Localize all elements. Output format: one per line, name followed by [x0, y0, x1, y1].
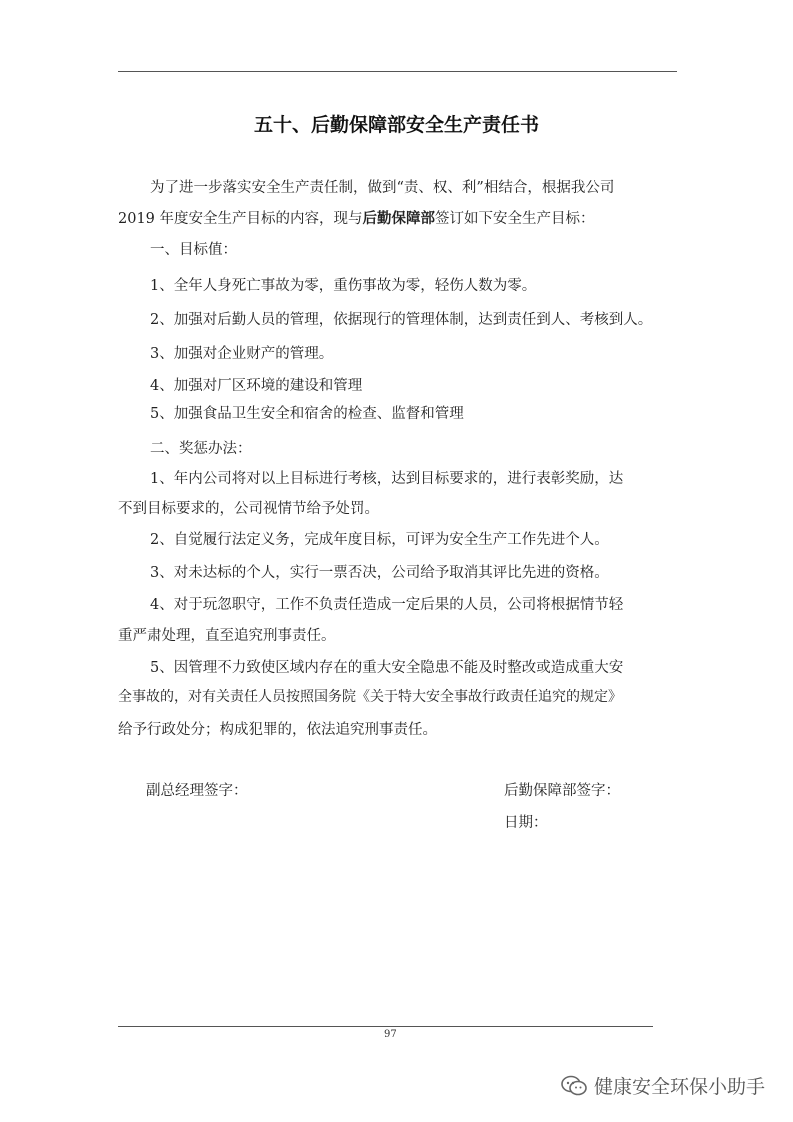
rule-line: 给予行政处分；构成犯罪的，依法追究刑事责任。: [118, 722, 437, 738]
target-item: 3、加强对企业财产的管理。: [150, 346, 334, 362]
header-rule: [118, 71, 677, 72]
rule-line: 4、对于玩忽职守，工作不负责任造成一定后果的人员，公司将根据情节轻: [150, 597, 624, 613]
target-item: 4、加强对厂区环境的建设和管理: [150, 378, 363, 394]
section-heading-rewards: 二、奖惩办法：: [150, 441, 252, 457]
page-number: 97: [384, 1029, 397, 1040]
intro-text-b: 签订如下安全生产目标：: [435, 211, 595, 227]
deputy-gm-signature-label: 副总经理签字：: [146, 783, 248, 799]
wechat-icon: [560, 1074, 588, 1098]
intro-paragraph-line-2: [118, 207, 595, 228]
watermark-text: 健康安全环保小助手: [593, 1076, 765, 1098]
intro-paragraph-line-1: 为了进一步落实安全生产责任制，做到“责、权、利”相结合，根据我公司: [150, 180, 615, 196]
rule-line: 全事故的，对有关责任人员按照国务院《关于特大安全事故行政责任追究的规定》: [118, 689, 622, 705]
rule-line: 5、因管理不力致使区域内存在的重大安全隐患不能及时整改或造成重大安: [150, 660, 624, 676]
target-item: 1、全年人身死亡事故为零，重伤事故为零，轻伤人数为零。: [150, 278, 537, 294]
rule-line: 1、年内公司将对以上目标进行考核，达到目标要求的，进行表彰奖励，达: [150, 471, 624, 487]
section-heading-targets: 一、目标值：: [150, 242, 237, 258]
date-label: 日期：: [504, 815, 548, 831]
rule-line: 不到目标要求的，公司视情节给予处罚。: [118, 501, 379, 517]
footer-rule: [118, 1026, 653, 1027]
logistics-signature-label: 后勤保障部签字：: [504, 783, 620, 799]
intro-text-a: 2019 年度安全生产目标的内容，现与: [118, 211, 363, 227]
rule-line: 3、对未达标的个人，实行一票否决，公司给予取消其评比先进的资格。: [150, 565, 609, 581]
target-item: 2、加强对后勤人员的管理，依据现行的管理体制，达到责任到人、考核到人。: [150, 312, 653, 328]
rule-line: 重严肃处理，直至追究刑事责任。: [118, 628, 336, 644]
rule-line: 2、自觉履行法定义务，完成年度目标，可评为安全生产工作先进个人。: [150, 532, 609, 548]
department-name: 后勤保障部: [362, 211, 436, 227]
target-item: 5、加强食品卫生安全和宿舍的检查、监督和管理: [150, 406, 464, 422]
document-title: 五十、后勤保障部安全生产责任书: [253, 114, 539, 136]
watermark: [560, 1072, 765, 1099]
